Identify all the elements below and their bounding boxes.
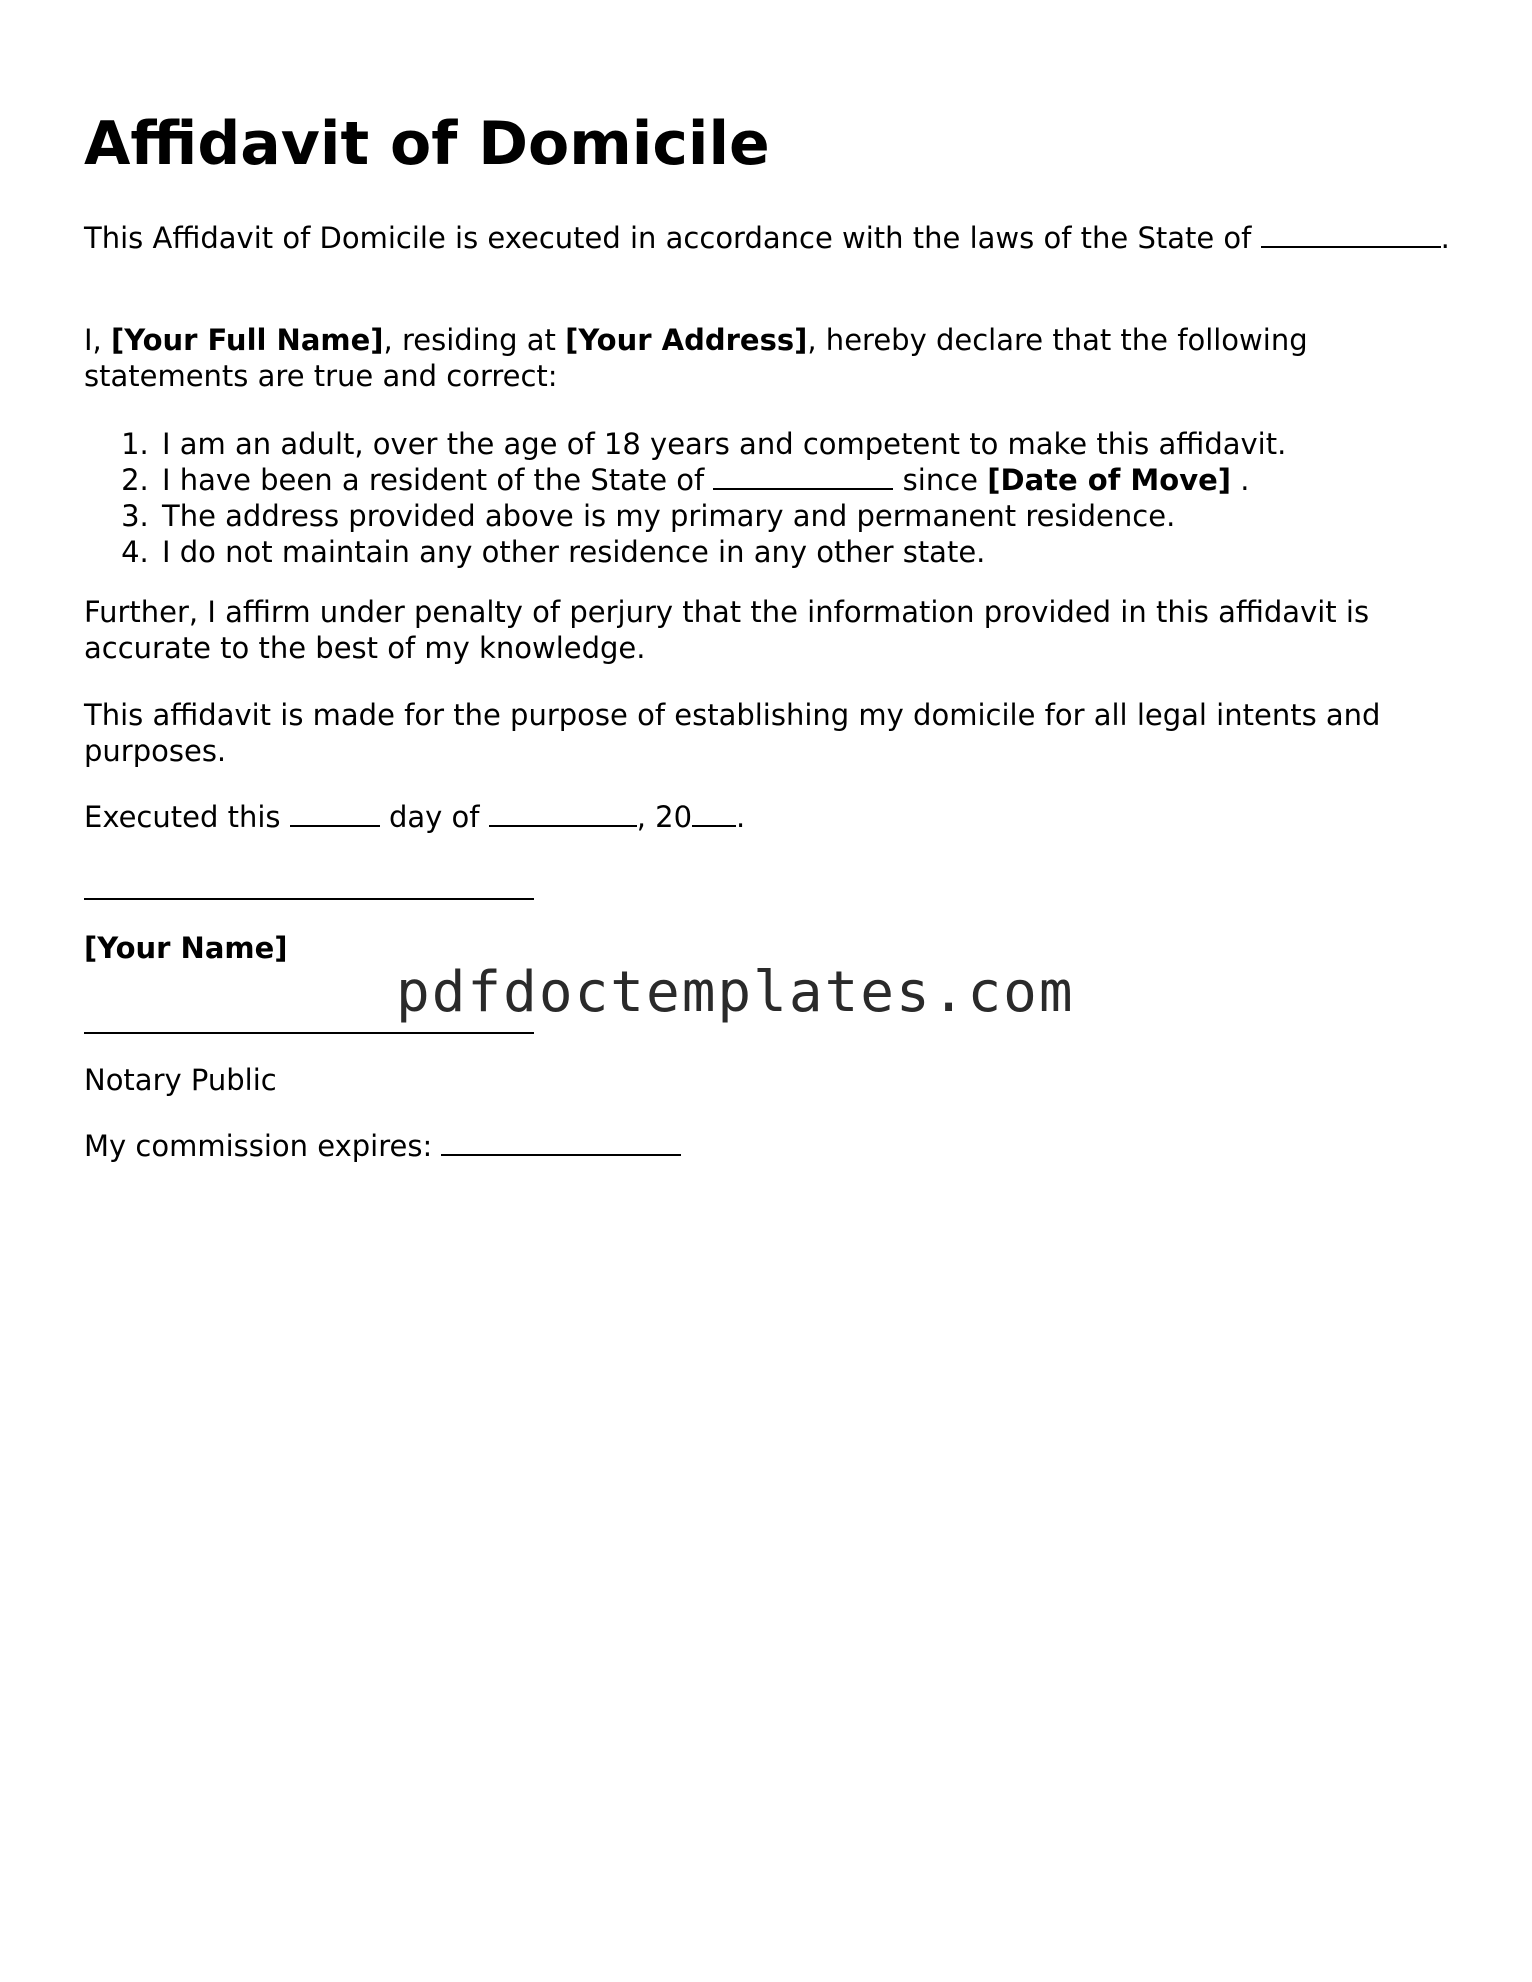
address-placeholder: [Your Address] (565, 323, 808, 357)
signer-name: [Your Name] (84, 931, 288, 965)
page-title: Affidavit of Domicile (84, 109, 770, 179)
signature-line (84, 898, 534, 900)
year-blank (692, 803, 736, 827)
state-blank (1261, 224, 1441, 248)
commission-line: My commission expires: (84, 1128, 1464, 1164)
date-of-move-placeholder: [Date of Move] (987, 463, 1232, 497)
notary-signature-line (84, 1032, 534, 1034)
list-item: 3. The address provided above is my primary and permanent residence. (158, 498, 1458, 534)
commission-blank (441, 1132, 681, 1156)
purpose-paragraph: This affidavit is made for the purpose of establishing my domicile for all legal intents and purposes. (84, 698, 1381, 768)
intro-text: This Affidavit of Domicile is executed in accordance with the laws of the State of (84, 221, 1252, 255)
day-blank (290, 803, 380, 827)
intro-paragraph: This Affidavit of Domicile is executed in accordance with the laws of the State of . (84, 221, 1450, 255)
watermark: pdfdoctemplates.com (396, 960, 1075, 1025)
notary-label: Notary Public (84, 1063, 277, 1097)
affirmation-paragraph: Further, I affirm under penalty of perjury that the information provided in this affidavit is accurate to the best of my knowledge. (84, 595, 1370, 665)
declaration-paragraph: I, [Your Full Name], residing at [Your Address], hereby declare that the following statements are true and correct: (84, 323, 1308, 393)
month-blank (489, 803, 637, 827)
statements-list (84, 426, 1458, 570)
full-name-placeholder: [Your Full Name] (111, 323, 384, 357)
list-item: 1. I am an adult, over the age of 18 years and competent to make this affidavit. (158, 426, 1458, 462)
state-blank (713, 466, 893, 490)
list-item: 2. I have been a resident of the State of since [Date of Move] . (158, 462, 1458, 498)
execution-line: Executed this day of , 20 . (84, 800, 746, 834)
list-item: 4. I do not maintain any other residence in any other state. (158, 534, 1458, 570)
